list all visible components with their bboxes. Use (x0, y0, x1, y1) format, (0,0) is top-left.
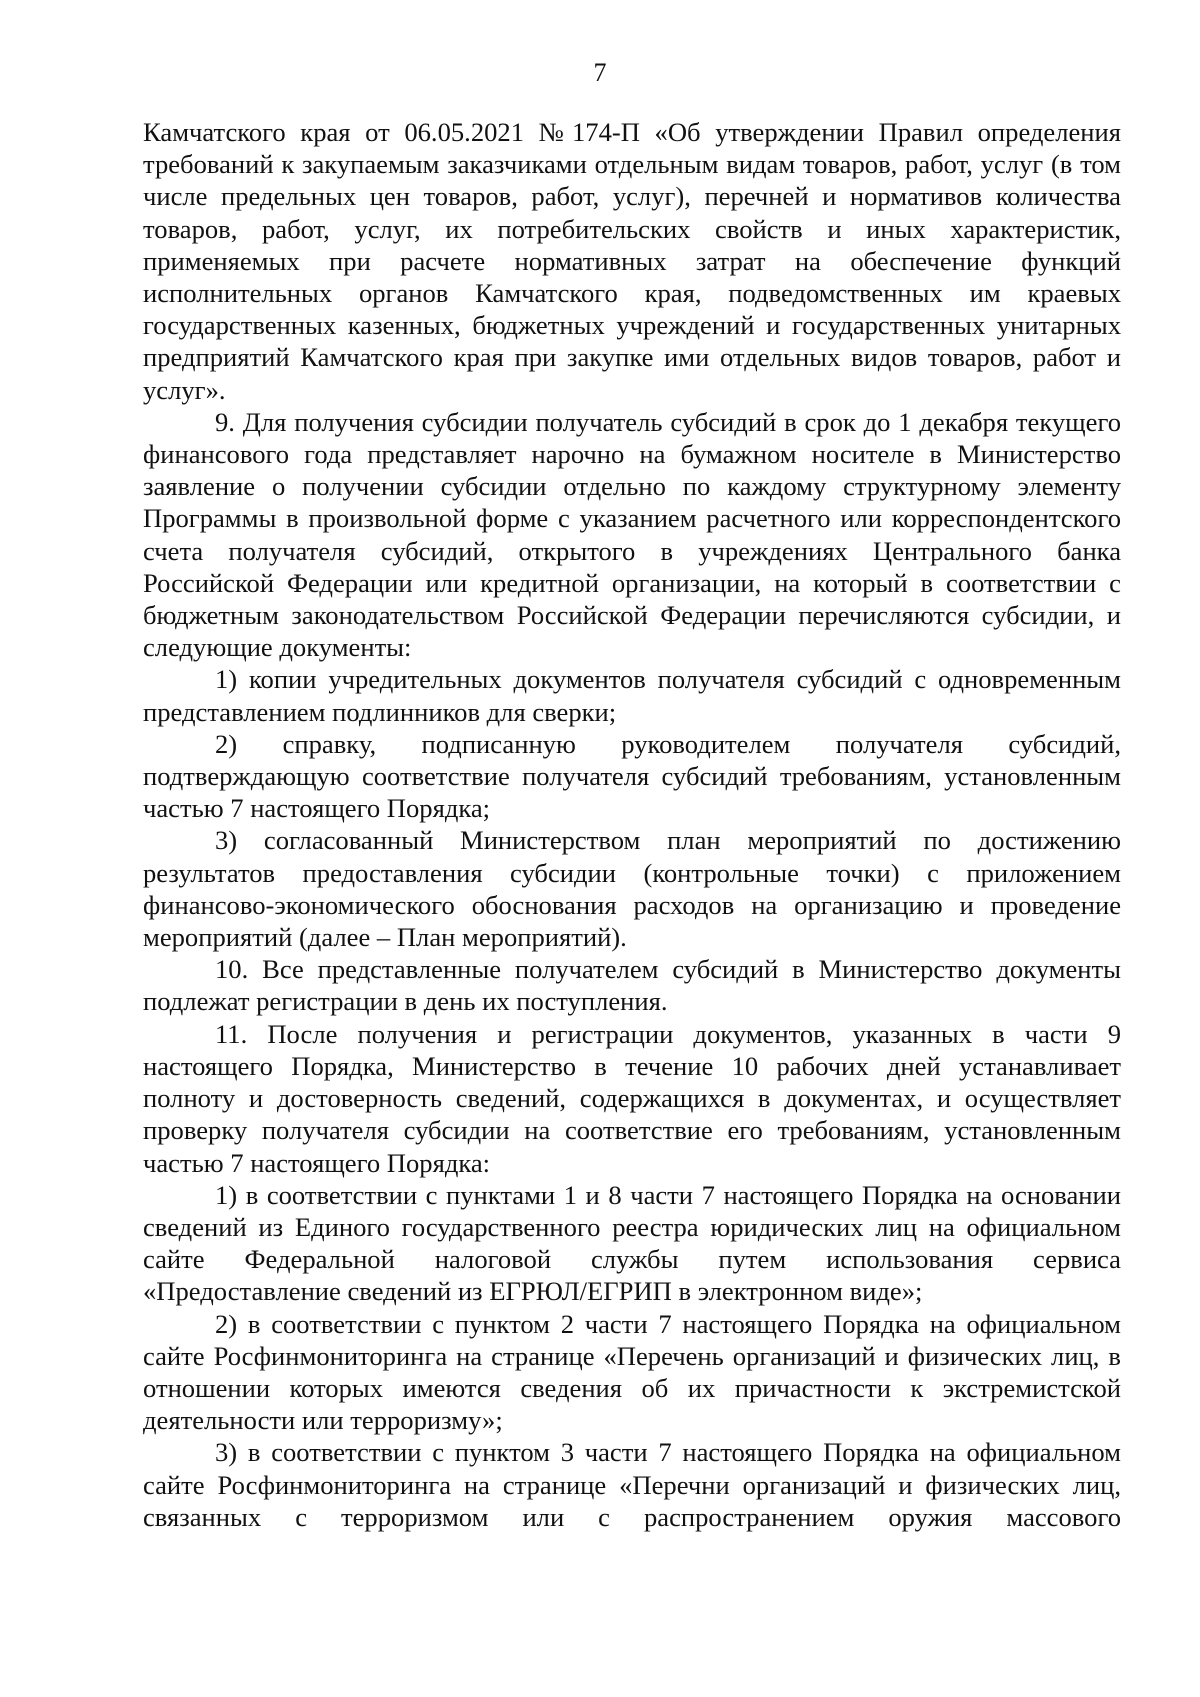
paragraph-item-9: 9. Для получения субсидии получатель субсидий в срок до 1 декабря текущего финансового года представляет нарочно на бумажном носителе в Министерство заявление о получении субсидии отдельно по каждому структурному элементу Программы в произвольной форме с указанием расчетного или корреспондентского счета получателя субсидий, открытого в учреждениях Центрального банка Российской Федерации или кредитной организации, на который в соответствии с бюджетным законодательством Российской Федерации перечисляются субсидии, и следующие документы: (143, 406, 1121, 663)
paragraph-item-9-3: 3) согласованный Министерством план мероприятий по достижению результатов предоставления субсидии (контрольные точки) с приложением финансово-экономического обоснования расходов на организацию и проведение мероприятий (далее – План мероприятий). (143, 825, 1121, 953)
paragraph-item-11-3: 3) в соответствии с пунктом 3 части 7 настоящего Порядка на официальном сайте Росфинмониторинга на странице «Перечни организаций и физических лиц, связанных с терроризмом или с распространением оружия массового (143, 1437, 1121, 1532)
paragraph-item-9-1: 1) копии учредительных документов получателя субсидий с одновременным представлением подлинников для сверки; (143, 664, 1121, 727)
document-body (143, 116, 1121, 1533)
paragraph-item-11-2: 2) в соответствии с пунктом 2 части 7 настоящего Порядка на официальном сайте Росфинмониторинга на странице «Перечень организаций и физических лиц, в отношении которых имеются сведения об их причастности к экстремистской деятельности или терроризму»; (143, 1308, 1121, 1436)
page-number: 7 (593, 58, 607, 87)
paragraph-item-9-2: 2) справку, подписанную руководителем получателя субсидий, подтверждающую соответствие получателя субсидий требованиям, установленным частью 7 настоящего Порядка; (143, 728, 1121, 824)
paragraph-item-11-1: 1) в соответствии с пунктами 1 и 8 части 7 настоящего Порядка на основании сведений из Единого государственного реестра юридических лиц на официальном сайте Федеральной налоговой службы путем использования сервиса «Предоставление сведений из ЕГРЮЛ/ЕГРИП в электронном виде»; (143, 1179, 1121, 1307)
paragraph-item-10: 10. Все представленные получателем субсидий в Министерство документы подлежат регистрации в день их поступления. (143, 954, 1121, 1017)
paragraph-continuation: Камчатского края от 06.05.2021 №174-П «Об утверждении Правил определения требований к закупаемым заказчиками отдельным видам товаров, работ, услуг (в том числе предельных цен товаров, работ, услуг), перечней и нормативов количества товаров, работ, услуг, их потребительских свойств и иных характеристик, применяемых при расчете нормативных затрат на обеспечение функций исполнительных органов Камчатского края, подведомственных им краевых государственных казенных, бюджетных учреждений и государственных унитарных предприятий Камчатского края при закупке ими отдельных видов товаров, работ и услуг». (143, 117, 1121, 405)
paragraph-item-11: 11. После получения и регистрации документов, указанных в части 9 настоящего Порядка, Министерство в течение 10 рабочих дней устанавливает полноту и достоверность сведений, содержащихся в документах, и осуществляет проверку получателя субсидии на соответствие его требованиям, установленным частью 7 настоящего Порядка: (143, 1018, 1121, 1178)
